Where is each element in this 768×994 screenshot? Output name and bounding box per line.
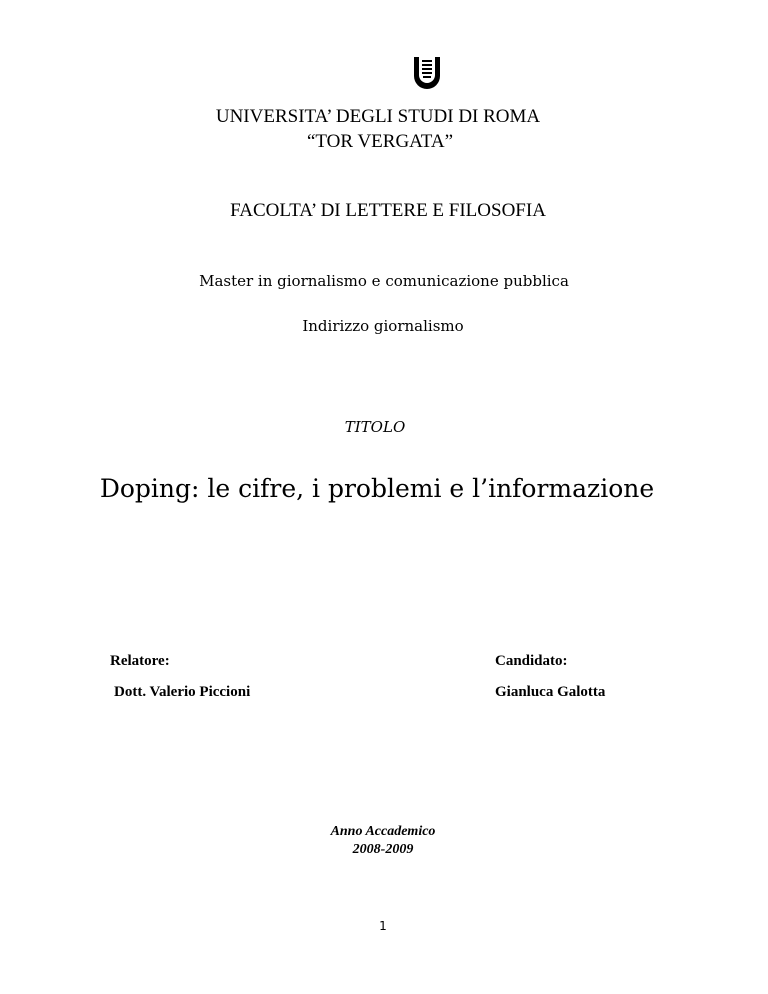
program-track: Indirizzo giornalismo (302, 317, 464, 335)
page-number: 1 (379, 919, 387, 933)
candidate-name: Gianluca Galotta (495, 684, 606, 700)
academic-year-label: Anno Accademico (330, 824, 436, 839)
university-name: UNIVERSITA’ DEGLI STUDI DI ROMA (215, 106, 541, 127)
faculty-name: FACOLTA’ DI LETTERE E FILOSOFIA (230, 200, 546, 221)
academic-year-value: 2008-2009 (352, 842, 414, 857)
candidate-label: Candidato: (495, 653, 568, 669)
university-crest-icon (412, 56, 442, 90)
thesis-title: Doping: le cifre, i problemi e l’informazione (99, 474, 655, 503)
title-label: TITOLO (344, 418, 406, 436)
supervisor-name: Dott. Valerio Piccioni (114, 684, 251, 700)
supervisor-label: Relatore: (110, 653, 170, 669)
university-campus: “TOR VERGATA” (306, 131, 454, 152)
master-program: Master in giornalismo e comunicazione pubblica (199, 272, 569, 290)
